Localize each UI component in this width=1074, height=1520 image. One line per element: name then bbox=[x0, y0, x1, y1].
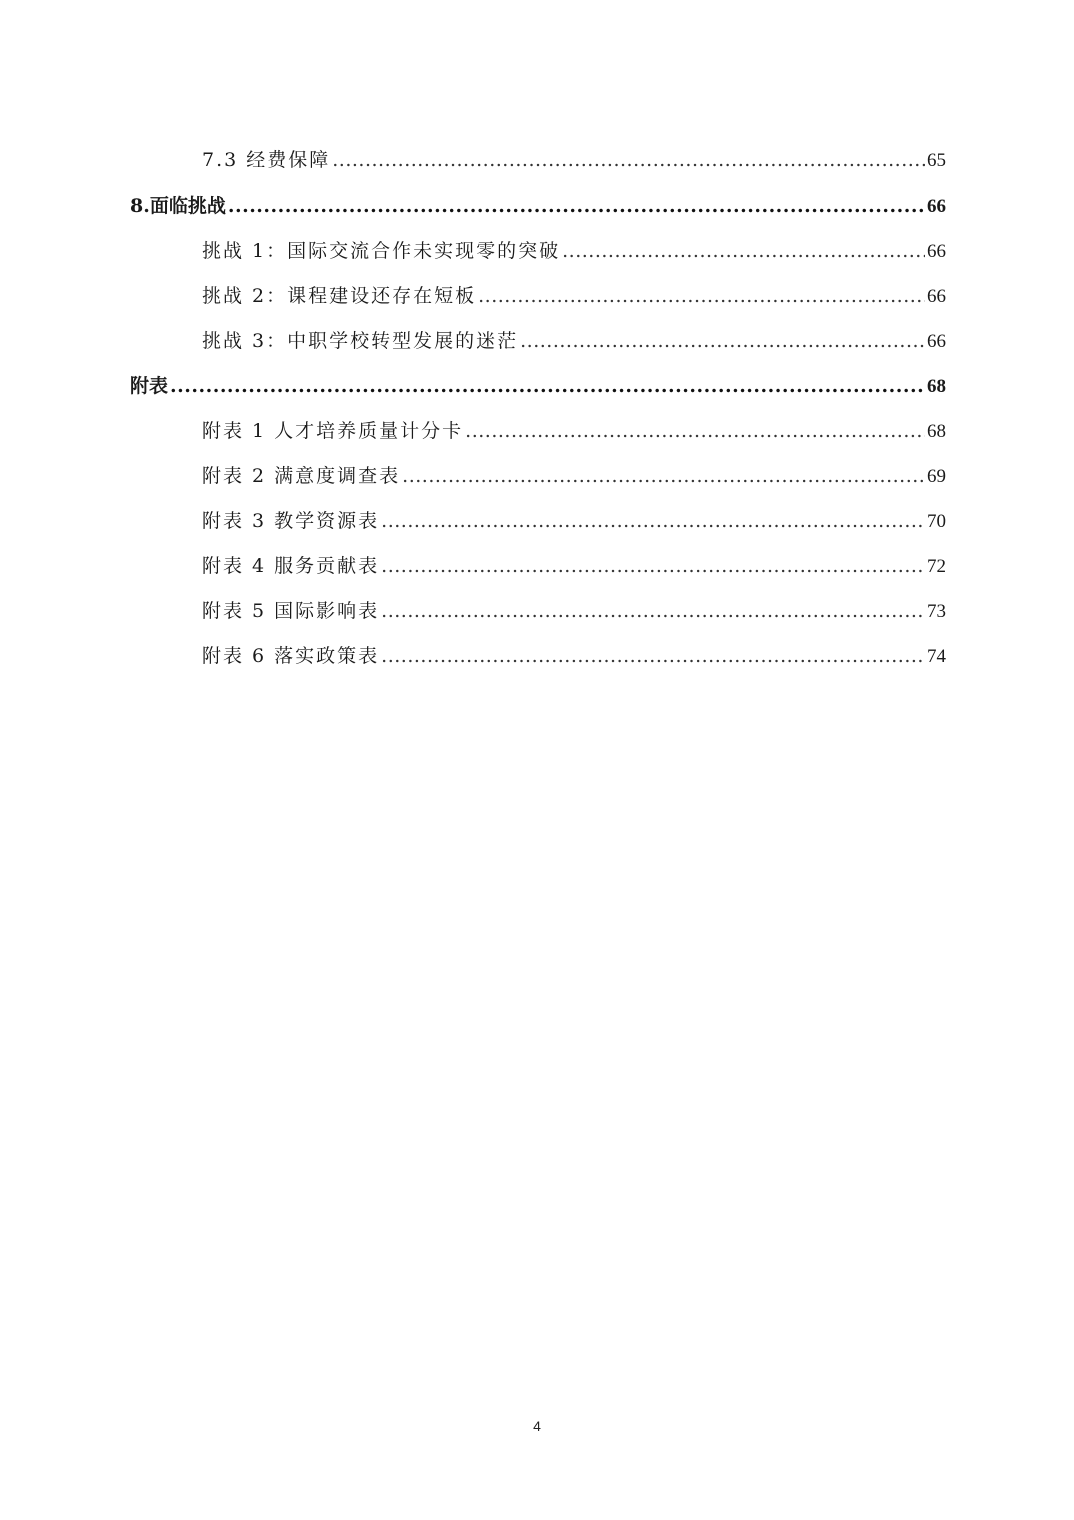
toc-entry-appendix-1[interactable] bbox=[202, 416, 946, 446]
toc-leader-dots bbox=[402, 461, 925, 491]
toc-entry-page: 68 bbox=[927, 376, 946, 397]
toc-entry-challenge-3[interactable] bbox=[202, 326, 946, 356]
toc-entry-page: 66 bbox=[927, 331, 946, 352]
toc-entry-label: 挑战 3：中职学校转型发展的迷茫 bbox=[202, 330, 519, 352]
toc-entry-page: 69 bbox=[927, 466, 946, 487]
toc-entry-label: 附表 2 满意度调查表 bbox=[202, 465, 401, 487]
toc-entry-label: 附表 4 服务贡献表 bbox=[202, 555, 380, 577]
toc-entry-label: 附表 1 人才培养质量计分卡 bbox=[202, 420, 464, 442]
toc-entry-appendix-3[interactable] bbox=[202, 506, 946, 536]
toc-entry-label: 8.面临挑战 bbox=[130, 195, 226, 217]
toc-entry-label: 附表 3 教学资源表 bbox=[202, 510, 380, 532]
toc-leader-dots bbox=[478, 281, 925, 311]
toc-leader-dots bbox=[381, 596, 925, 626]
toc-entry-page: 72 bbox=[927, 556, 946, 577]
toc-entry-page: 65 bbox=[927, 150, 946, 171]
toc-entry-appendix-4[interactable] bbox=[202, 551, 946, 581]
toc-leader-dots bbox=[381, 506, 925, 536]
toc-entry-appendix[interactable] bbox=[130, 371, 946, 401]
toc-entry-label: 附表 5 国际影响表 bbox=[202, 600, 380, 622]
toc-entry-page: 68 bbox=[927, 421, 946, 442]
toc-leader-dots bbox=[228, 191, 925, 221]
toc-entry-page: 74 bbox=[927, 646, 946, 667]
toc-entry-label: 挑战 1：国际交流合作未实现零的突破 bbox=[202, 240, 561, 262]
toc-entry-page: 73 bbox=[927, 601, 946, 622]
toc-leader-dots bbox=[381, 551, 925, 581]
toc-entry-label: 挑战 2：课程建设还存在短板 bbox=[202, 285, 477, 307]
toc-entry-appendix-6[interactable] bbox=[202, 641, 946, 671]
toc-entry-label: 7.3 经费保障 bbox=[202, 149, 331, 171]
toc-entry-challenge-2[interactable] bbox=[202, 281, 946, 311]
toc-entry-label: 附表 bbox=[130, 375, 169, 397]
toc-entry-page: 70 bbox=[927, 511, 946, 532]
toc-leader-dots bbox=[520, 326, 925, 356]
toc-entry-appendix-5[interactable] bbox=[202, 596, 946, 626]
toc-leader-dots bbox=[465, 416, 925, 446]
toc-entry-chapter-8[interactable] bbox=[130, 191, 946, 221]
toc-entry-appendix-2[interactable] bbox=[202, 461, 946, 491]
toc-entry-label: 附表 6 落实政策表 bbox=[202, 645, 380, 667]
toc-leader-dots bbox=[170, 371, 925, 401]
toc-entry-7-3[interactable] bbox=[202, 145, 946, 175]
toc-leader-dots bbox=[562, 236, 925, 266]
toc-entry-page: 66 bbox=[927, 196, 946, 217]
toc-entry-challenge-1[interactable] bbox=[202, 236, 946, 266]
toc-leader-dots bbox=[332, 145, 925, 175]
toc-entry-page: 66 bbox=[927, 286, 946, 307]
toc-entry-page: 66 bbox=[927, 241, 946, 262]
page-number: 4 bbox=[533, 1418, 541, 1434]
toc-leader-dots bbox=[381, 641, 925, 671]
